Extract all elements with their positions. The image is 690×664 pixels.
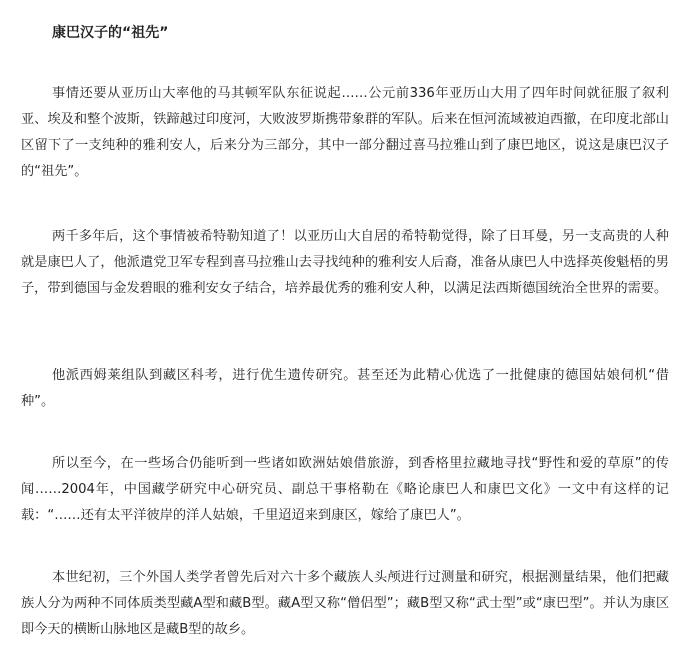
paragraph-expedition: 他派西姆莱组队到藏区科考，进行优生遗传研究。甚至还为此精心优选了一批健康的德国姑娘伺机“借种”。	[21, 368, 669, 409]
paragraph-rumors: 所以至今，在一些场合仍能听到一些诸如欧洲姑娘借旅游，到香格里拉藏地寻找“野性和爱的草原”的传闻……2004年，中国藏学研究中心研究员、副总干事格勒在《略论康巴人和康巴文化》一文中有这样的记载：“……还有太平洋彼岸的洋人姑娘，千里迢迢来到康区，嫁给了康巴人”。	[21, 456, 669, 523]
paragraph-anthropology: 本世纪初，三个外国人类学者曾先后对六十多个藏族人头颅进行过测量和研究，根据测量结果，他们把藏族人分为两种不同体质类型藏A型和藏B型。藏A型又称“僧侣型”；藏B型又称“武士型”或“康巴型”。并认为康区即今天的横断山脉地区是藏B型的故乡。	[21, 570, 669, 637]
paragraph-hitler: 两千多年后，这个事情被希特勒知道了！以亚历山大自居的希特勒觉得，除了日耳曼，另一支高贵的人种就是康巴人了，他派遣党卫军专程到喜马拉雅山去寻找纯种的雅利安人后裔，准备从康巴人中选择英俊魁梧的男子，带到德国与金发碧眼的雅利安女子结合，培养最优秀的雅利安人种，以满足法西斯德国统治全世界的需要。	[21, 229, 669, 296]
article-title: 康巴汉子的“祖先”	[52, 25, 169, 41]
paragraph-alexander: 事情还要从亚历山大率他的马其顿军队东征说起……公元前336年亚历山大用了四年时间就征服了叙利亚、埃及和整个波斯，铁蹄越过印度河，大败波罗斯携带象群的军队。后来在恒河流域被迫西撤，在印度北部山区留下了一支纯种的雅利安人，后来分为三部分，其中一部分翻过喜马拉雅山到了康巴地区，说这是康巴汉子的“祖先”。	[21, 86, 669, 179]
